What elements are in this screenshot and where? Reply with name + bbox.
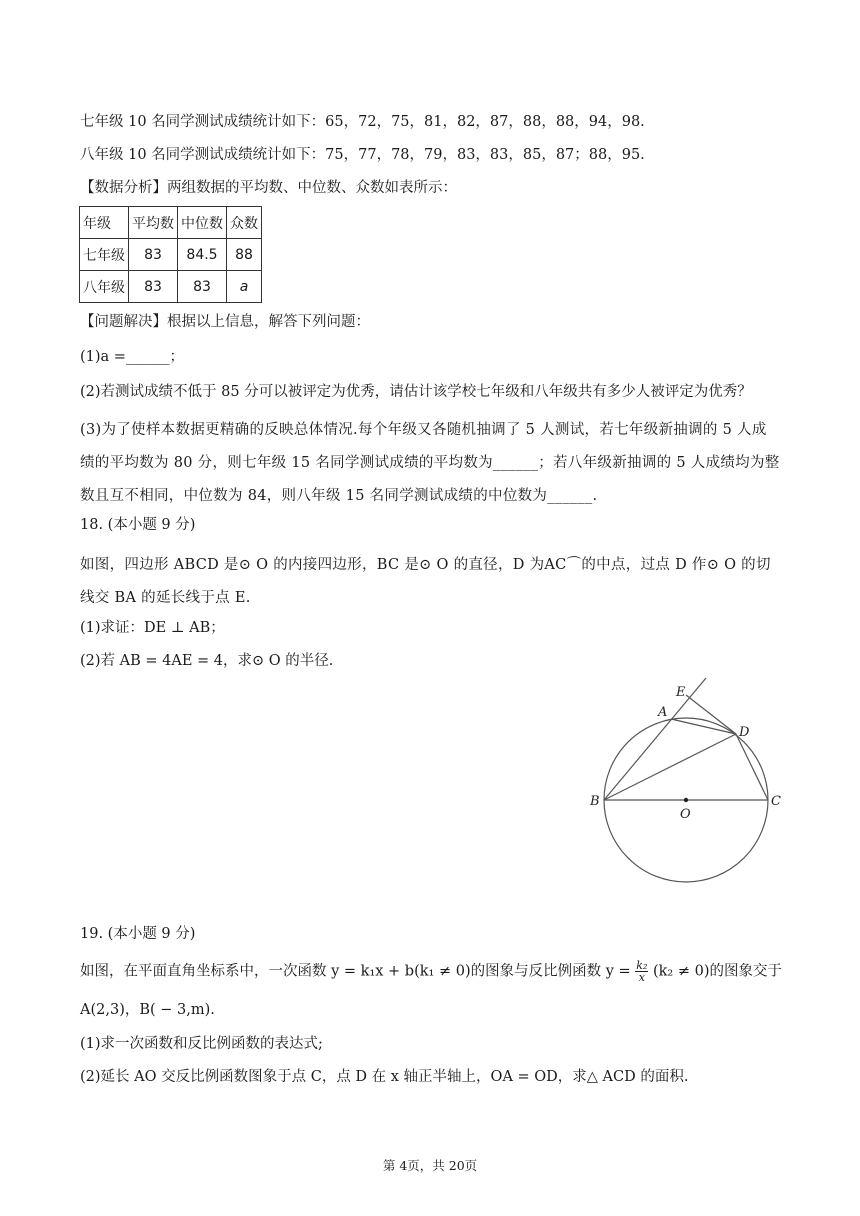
q17-part3: (3)为了使样本数据更精确的反映总体情况.每个年级又各随机抽调了 5 人测试，若七年级新抽调的 5 人成绩的平均数为 80 分，则七年级 15 名同学测试成绩的平均数为______；若八年级新抽调的 5 人成绩均为整数且互不相同，中位数为 84，则八年级 15 名同学测试成绩的中位数为______. [80, 422, 780, 504]
table-row [80, 239, 262, 271]
q18-part1: (1)求证：DE ⊥ AB； [80, 620, 225, 636]
q18-part2: (2)若 AB = 4AE = 4，求⊙ O 的半径. [80, 653, 334, 669]
q19-part1: (1)求一次函数和反比例函数的表达式; [80, 1036, 323, 1052]
table-cell: 88 [227, 239, 262, 271]
grade8-scores: 八年级 10 名同学测试成绩统计如下：75，77，78，79，83，83，85，87；88，95. [80, 147, 645, 163]
q19-points: A(2,3)，B( − 3,m). [80, 1002, 215, 1018]
chord-dc [736, 734, 768, 800]
table-header-row [80, 207, 262, 239]
fraction-denominator: x [638, 971, 645, 984]
table-cell: 83 [178, 271, 227, 303]
table-cell: 83 [129, 239, 178, 271]
table-cell: a [227, 271, 262, 303]
q17-part1: (1)a =______； [80, 349, 184, 365]
q17-part2: (2)若测试成绩不低于 85 分可以被评定为优秀，请估计该学校七年级和八年级共有多少人被评定为优秀？ [80, 384, 752, 400]
table-cell: 83 [129, 271, 178, 303]
label-b: B [590, 794, 600, 809]
q18-stem: 如图，四边形 ABCD 是⊙ O 的内接四边形，BC 是⊙ O 的直径，D 为AC⌒的中点，过点 D 作⊙ O 的切线交 BA 的延长线于点 E. [80, 557, 771, 606]
fraction-k2-over-x [635, 960, 648, 983]
table-cell: 年级 [80, 207, 129, 239]
center-point [684, 798, 688, 802]
q19-stem [80, 960, 782, 983]
page-footer: 第 4页，共 20页 [382, 1158, 478, 1173]
chord-bd [604, 734, 736, 800]
statistics-table [79, 206, 262, 303]
table-cell: 八年级 [80, 271, 129, 303]
label-o: O [680, 807, 691, 822]
q19-part2: (2)延长 AO 交反比例函数图象于点 C，点 D 在 x 轴正半轴上，OA = OD，求△ ACD 的面积. [80, 1069, 689, 1085]
line-be [604, 678, 706, 800]
table-cell: 七年级 [80, 239, 129, 271]
circle-geometry-figure [586, 676, 786, 886]
grade7-scores: 七年级 10 名同学测试成绩统计如下：65，72，75，81，82，87，88，88，94，98. [80, 114, 645, 130]
table-cell: 众数 [227, 207, 262, 239]
q18-heading: 18. (本小题 9 分) [80, 517, 196, 533]
label-c: C [771, 794, 781, 809]
table-cell: 84.5 [178, 239, 227, 271]
q19-stem-after: (k₂ ≠ 0)的图象交于 [652, 963, 782, 980]
table-cell: 中位数 [178, 207, 227, 239]
label-d: D [739, 725, 750, 740]
q19-stem-before: 如图，在平面直角坐标系中，一次函数 y = k₁x + b(k₁ ≠ 0)的图象与反比例函数 y = [80, 963, 631, 980]
table-cell: 平均数 [129, 207, 178, 239]
q17-heading: 【问题解决】根据以上信息，解答下列问题： [80, 314, 370, 330]
label-e: E [676, 685, 686, 700]
q19-heading: 19. (本小题 9 分) [80, 926, 196, 942]
analysis-heading: 【数据分析】两组数据的平均数、中位数、众数如表所示： [80, 180, 457, 196]
table-row [80, 271, 262, 303]
fraction-numerator: k₂ [636, 959, 648, 972]
label-a: A [658, 705, 668, 720]
